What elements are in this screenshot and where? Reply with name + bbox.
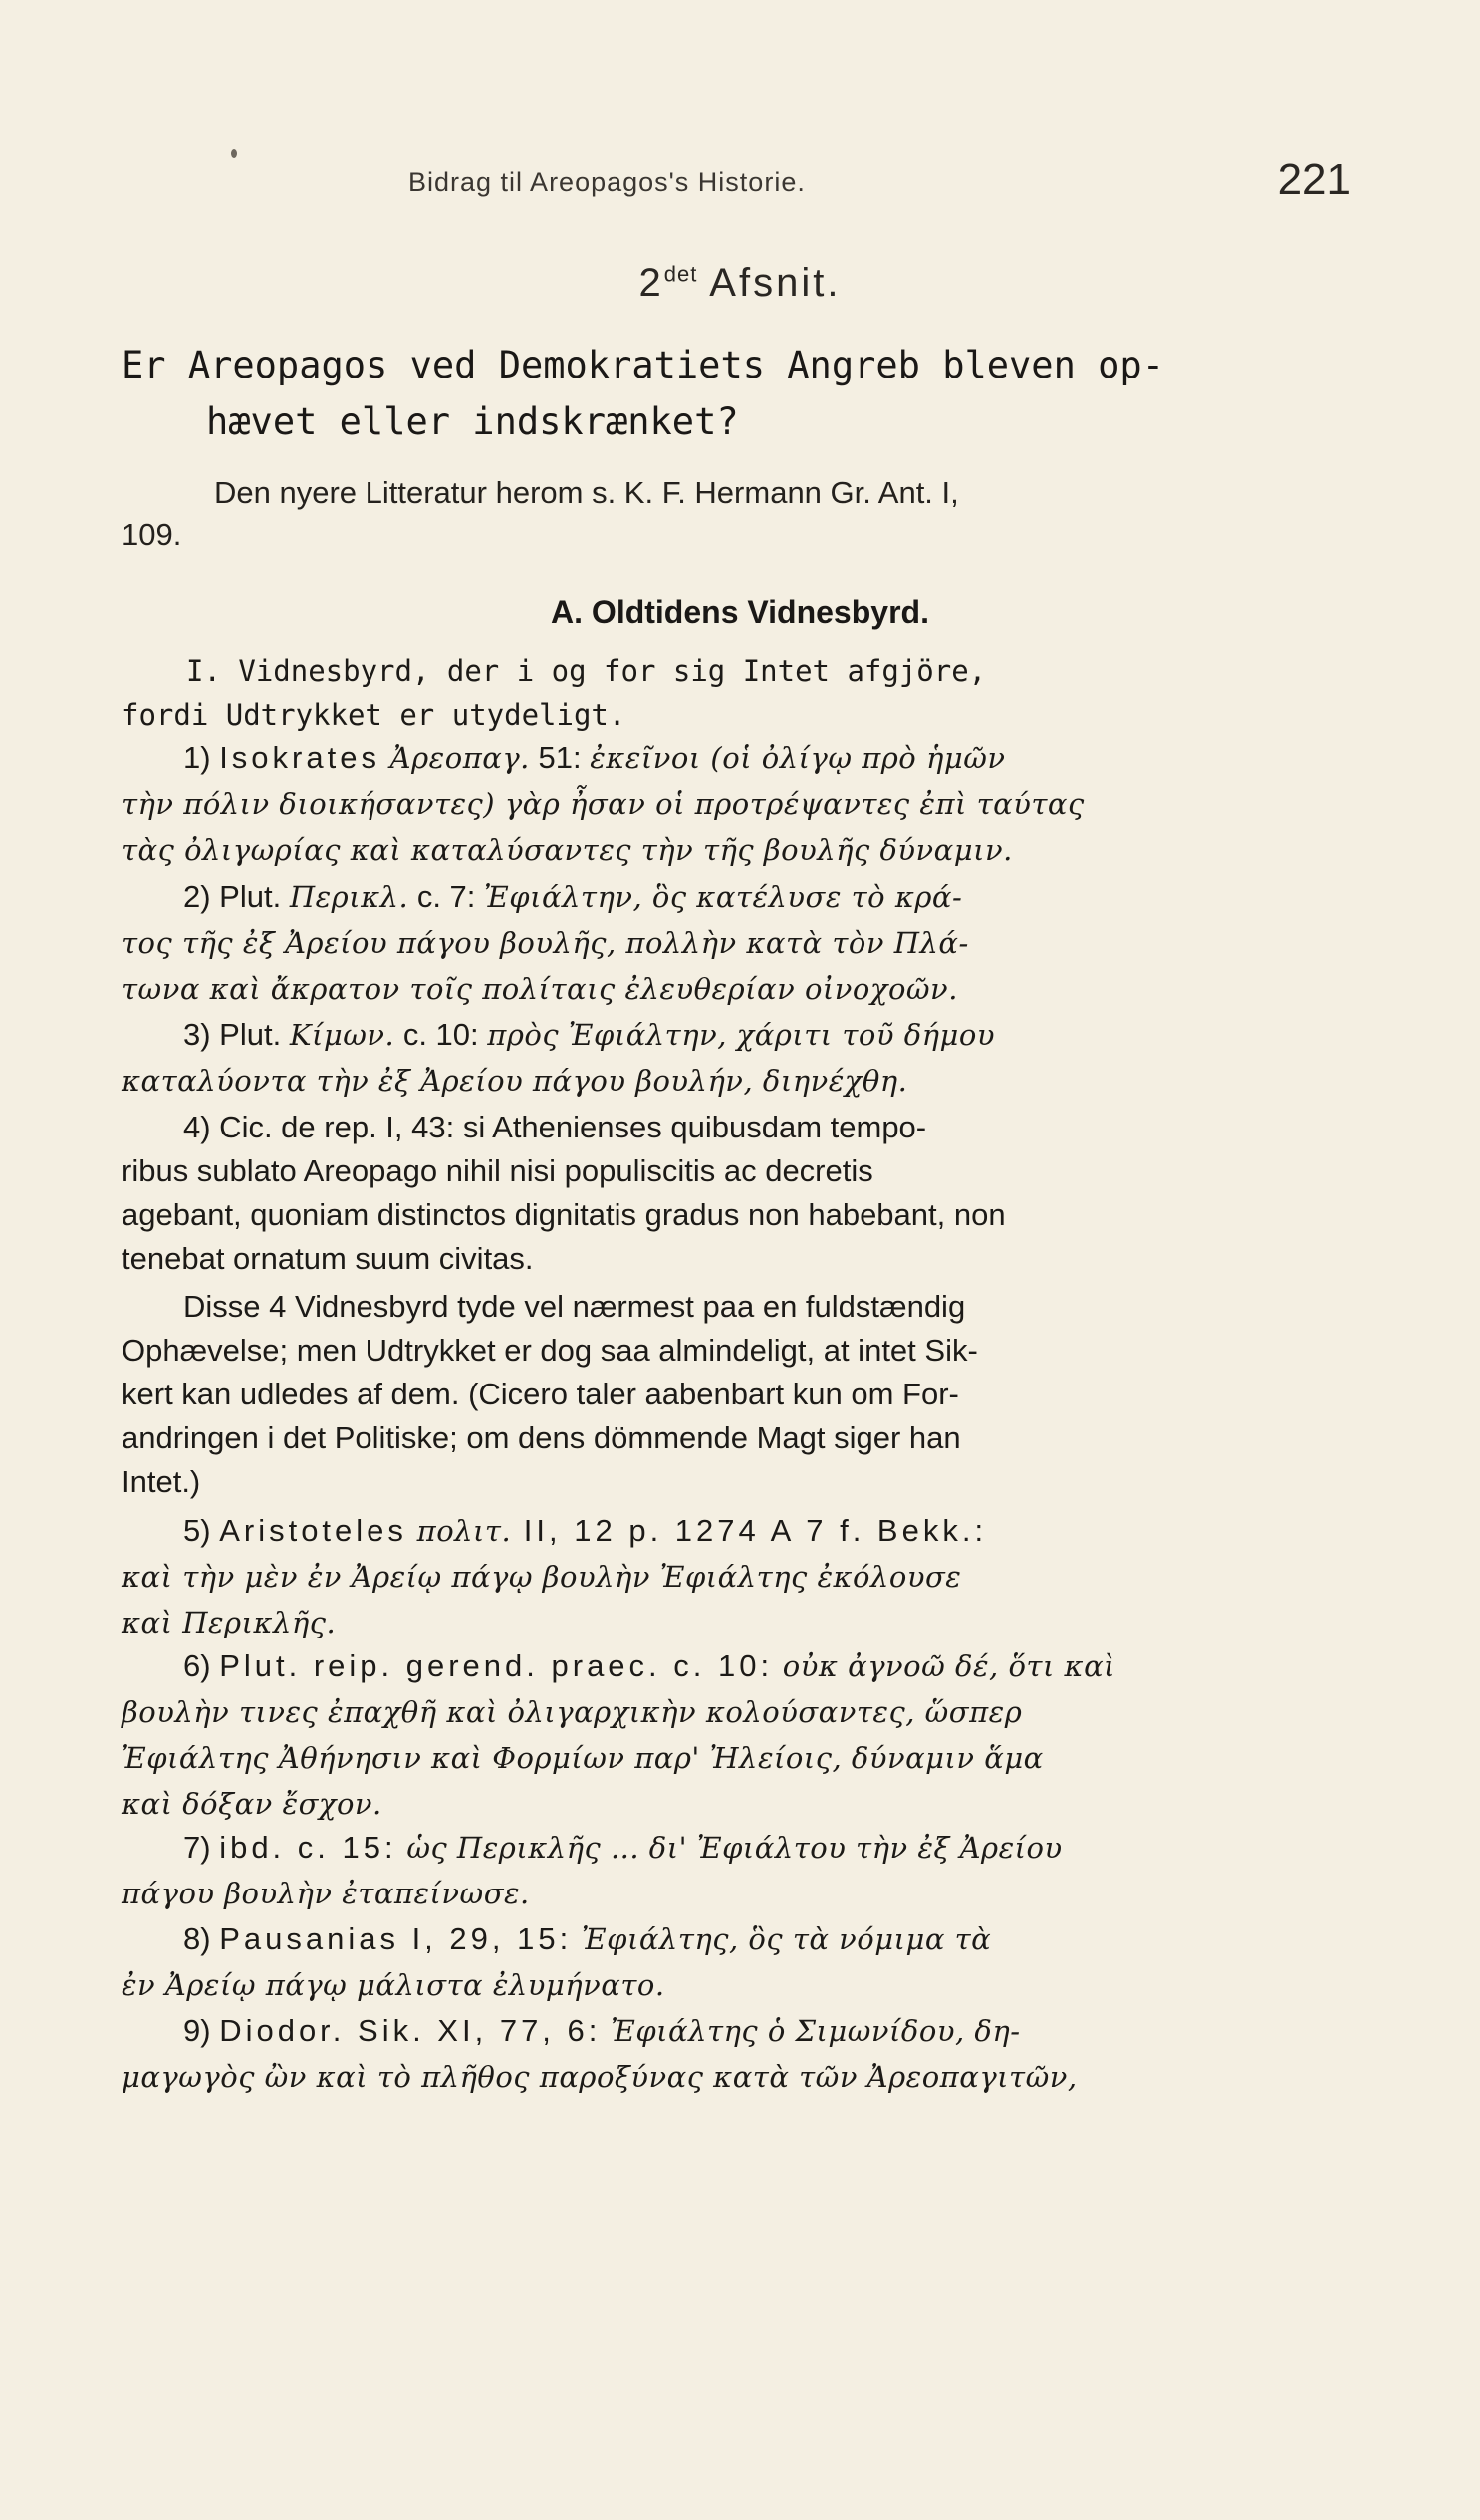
lead-line: fordi Udtrykket er utydeligt. <box>122 698 626 732</box>
citation-line <box>122 875 1376 920</box>
lead-line: I. Vidnesbyrd, der i og for sig Intet afgjöre, <box>186 654 987 688</box>
citation-9 <box>122 2008 1376 2100</box>
citation-locus: c. 10: <box>394 1017 488 1052</box>
greek-text: πρὸς Ἐφιάλτην, χάριτι τοῦ δήμου <box>487 1018 995 1052</box>
citation-3 <box>122 1012 1376 1104</box>
citation-author: Isokrates <box>219 740 380 775</box>
citation-author: Plut. reip. gerend. praec. c. 10: <box>219 1648 774 1683</box>
citation-line <box>122 1643 1376 1689</box>
lead-paragraph <box>122 649 1376 737</box>
citation-author: Diodor. Sik. XI, 77, 6: <box>219 2013 602 2048</box>
greek-text: καὶ Περικλῆς. <box>122 1606 337 1639</box>
citation-work: Κίμων. <box>289 1018 395 1052</box>
commentary-line: andringen i det Politiske; om dens dömmende Magt siger han <box>122 1420 961 1455</box>
greek-text: καὶ δόξαν ἔσχον. <box>122 1787 382 1821</box>
citation-1 <box>122 735 1376 873</box>
citation-line <box>122 1012 1376 1058</box>
commentary-line: Disse 4 Vidnesbyrd tyde vel nærmest paa en fuldstændig <box>183 1289 966 1324</box>
greek-text: ἐν Ἀρείῳ πάγῳ μάλιστα ἐλυμήνατο. <box>122 1968 665 2002</box>
greek-text: καὶ τὴν μὲν ἐν Ἀρείῳ πάγῳ βουλὴν Ἐφιάλτης ἐκόλουσε <box>122 1560 962 1594</box>
citation-line: agebant, quoniam distinctos dignitatis gradus non habebant, non <box>122 1197 1006 1232</box>
citation-author: Pausanias I, 29, 15: <box>219 1921 573 1956</box>
citation-8 <box>122 1916 1376 2008</box>
greek-text: τὰς ὀλιγωρίας καὶ καταλύσαντες τὴν τῆς βουλῆς δύναμιν. <box>122 833 1013 867</box>
citation-locus: c. 7: <box>408 880 485 914</box>
commentary-line: Intet.) <box>122 1464 201 1499</box>
reference-line: 109. <box>122 517 182 552</box>
citation-author: Aristoteles <box>219 1513 407 1548</box>
greek-text: Ἐφιάλτης Ἀθήνησιν καὶ Φορμίων παρ' Ἠλείοις, δύναμιν ἅμα <box>122 1741 1044 1775</box>
section-title: Afsnit. <box>709 261 842 305</box>
citation-line <box>122 1508 1376 1554</box>
citation-6 <box>122 1643 1376 1827</box>
citation-line <box>122 2008 1376 2054</box>
greek-text: βουλὴν τινες ἐπαχθῆ καὶ ὀλιγαρχικὴν κολούσαντες, ὥσπερ <box>122 1695 1023 1729</box>
greek-text: ὡς Περικλῆς ... δι' Ἐφιάλτου τὴν ἐξ Ἀρείου <box>396 1831 1063 1865</box>
citation-line <box>122 1916 1376 1962</box>
section-label <box>0 261 1480 306</box>
citation-number: 9) <box>183 2013 220 2048</box>
section-suffix: det <box>663 261 698 287</box>
citation-author: 2) Plut. <box>183 880 290 914</box>
subheading: A. Oldtidens Vidnesbyrd. <box>551 594 929 630</box>
greek-text: τωνα καὶ ἄκρατον τοῖς πολίταις ἐλευθερίαν οἰνοχοῶν. <box>122 972 958 1006</box>
citation-line <box>122 1825 1376 1871</box>
citation-7 <box>122 1825 1376 1916</box>
greek-text: οὐκ ἀγνοῶ δέ, ὅτι καὶ <box>773 1649 1116 1683</box>
citation-number: 8) <box>183 1921 220 1956</box>
question-line: Er Areopagos ved Demokratiets Angreb bleven op- <box>122 344 1164 386</box>
greek-text: Ἐφιάλτην, ὃς κατέλυσε τὸ κρά- <box>484 881 963 914</box>
citation-line: tenebat ornatum suum civitas. <box>122 1241 534 1276</box>
print-speck <box>231 149 237 158</box>
literature-reference <box>122 472 1376 556</box>
reference-line: Den nyere Litteratur herom s. K. F. Hermann Gr. Ant. I, <box>214 475 959 510</box>
page-number: 221 <box>1277 155 1351 204</box>
citation-locus: II, 12 p. 1274 A 7 f. Bekk.: <box>511 1513 988 1548</box>
question-line: hævet eller indskrænket? <box>206 400 739 443</box>
greek-text: πάγου βουλὴν ἐταπείνωσε. <box>122 1877 530 1910</box>
greek-text: τὴν πόλιν διοικήσαντες) γὰρ ἦσαν οἱ προτρέψαντες ἐπὶ ταύτας <box>122 787 1085 821</box>
running-header <box>249 149 1360 209</box>
citation-author: ibd. c. 15: <box>219 1830 397 1865</box>
citation-locus: 51: <box>529 740 591 775</box>
citation-4 <box>122 1106 1376 1281</box>
citation-line: 4) Cic. de rep. I, 43: si Athenienses quibusdam tempo- <box>183 1110 927 1144</box>
citation-number: 7) <box>183 1830 220 1865</box>
commentary-line: Ophævelse; men Udtrykket er dog saa almindeligt, at intet Sik- <box>122 1333 978 1368</box>
greek-text: τος τῆς ἐξ Ἀρείου πάγου βουλῆς, πολλὴν κατὰ τὸν Πλά- <box>122 926 969 960</box>
citation-work: Περικλ. <box>289 881 409 914</box>
citation-author: 3) Plut. <box>183 1017 290 1052</box>
greek-text: Ἐφιάλτης ὁ Σιμωνίδου, δη- <box>601 2014 1021 2048</box>
section-question <box>122 337 1376 450</box>
citation-number: 6) <box>183 1648 220 1683</box>
citation-line: ribus sublato Areopago nihil nisi populiscitis ac decretis <box>122 1153 873 1188</box>
greek-text: καταλύοντα τὴν ἐξ Ἀρείου πάγου βουλήν, διηνέχθη. <box>122 1064 908 1098</box>
citation-5 <box>122 1508 1376 1645</box>
greek-text: Ἐφιάλτης, ὃς τὰ νόμιμα τὰ <box>572 1922 992 1956</box>
running-title: Bidrag til Areopagos's Historie. <box>408 167 806 197</box>
citation-2 <box>122 875 1376 1012</box>
section-number: 2 <box>638 261 664 305</box>
citation-work: πολιτ. <box>406 1514 512 1548</box>
citation-work: Ἀρεοπαγ. <box>379 741 530 775</box>
greek-text: μαγωγὸς ὢν καὶ τὸ πλῆθος παροξύνας κατὰ τῶν Ἀρεοπαγιτῶν, <box>122 2060 1078 2094</box>
greek-text: ἐκεῖνοι (οἱ ὀλίγῳ πρὸ ἡμῶν <box>590 741 1006 775</box>
commentary-line: kert kan udledes af dem. (Cicero taler aabenbart kun om For- <box>122 1377 959 1411</box>
citation-line <box>122 735 1376 781</box>
citation-number: 5) <box>183 1513 220 1548</box>
commentary-paragraph <box>122 1285 1376 1504</box>
citation-number: 1) <box>183 740 220 775</box>
